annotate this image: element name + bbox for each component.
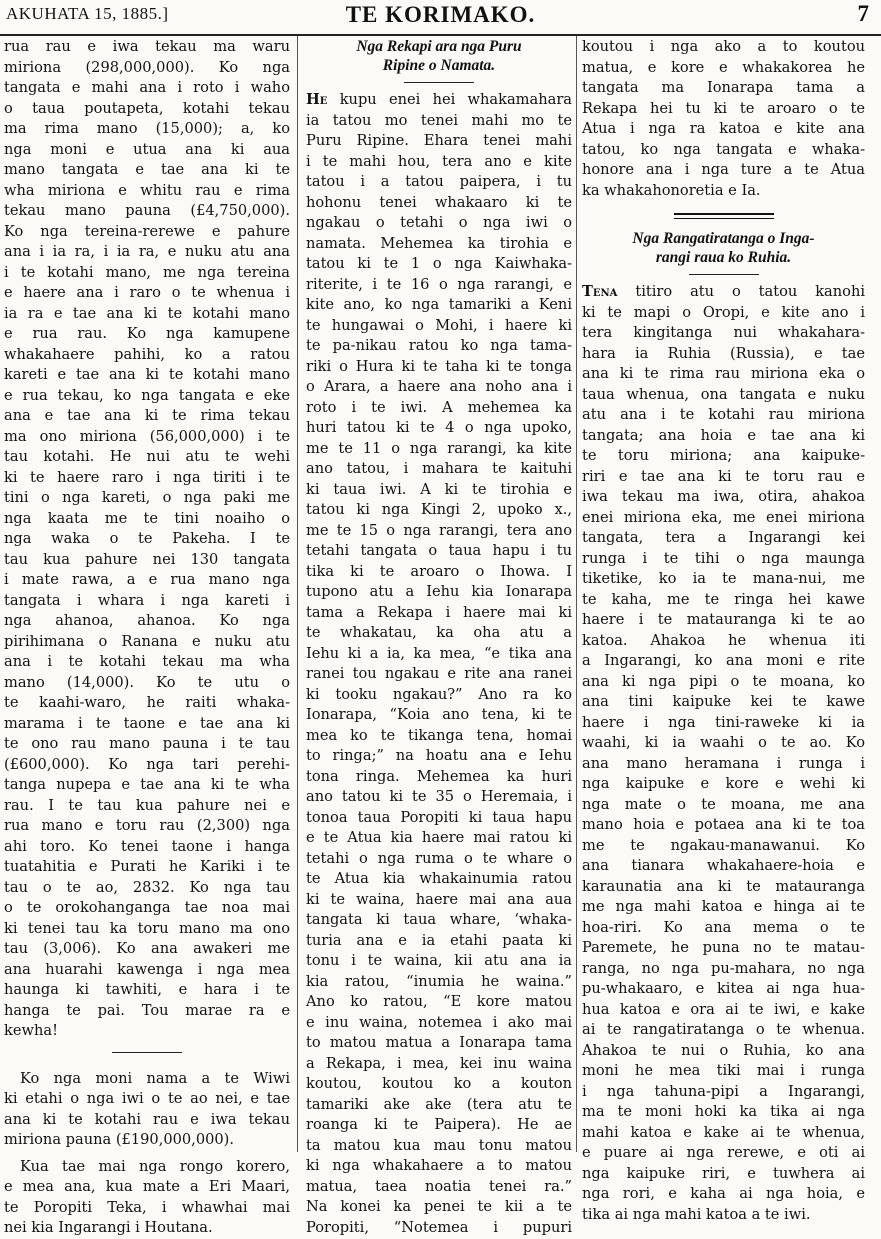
text-line: riterite, i te 16 o nga rarangi, e [306,275,572,293]
text-line: te kaahi-waro, he raiti whaka- [4,694,290,711]
text-line: tuatahitia e Purati he Kariki i te [4,858,290,875]
text-line: ai te rangatiratanga o te whenua. [582,1021,865,1038]
text-line: te whakatau, ka oha atu a [306,624,572,641]
text-line: Atua i nga ra katoa e kite ana [582,120,865,137]
text-line: e rua rau. Ko nga kamupene [4,325,290,342]
text-line: me te ngakau-manawanui. Ko [582,836,865,854]
text-line: matua, taea noatia tenei ra.” [306,1177,572,1195]
text-line: miriona (298,000,000). Ko nga [4,58,290,76]
text-line: ki taua iwi. A ki te tirohia e [306,480,572,498]
text-line: ngakau o tetahi o nga iwi o [306,214,572,231]
text-line: honore ana i nga ture a te Atua [582,161,865,178]
article-title-england-russia: Nga Rangatiratanga o Inga- rangi raua ko Ruhia. [632,230,815,266]
text-line: marama i te taone e tae ana ki [4,714,290,732]
text-line: me te 15 o nga rarangi, tera ano [306,521,572,539]
text-line: mano hoia e potaea ana ki te toa [582,816,865,833]
text-line: to ringa;” na hoatu ana e Iehu [306,747,572,764]
text-line: te Atua kia whakainumia ratou [306,870,572,887]
page-header [0,0,881,36]
text-line: ki tooku ngakau?” Ano ra ko [306,685,572,703]
text-line: ma ono miriona (56,000,000) i te [4,427,290,445]
text-line: nga ahanoa, ahanoa. Ko nga [4,612,290,629]
text-line: tonoa taua Poropiti ki taua hapu [306,808,572,826]
text-line: e haere ana i raro o te whenua i [4,284,290,301]
text-line: haere i nga tini-raweke ki ia [582,713,865,731]
article-first-line: Tena titiro atu o tatou kanohi [582,283,866,300]
text-line: Ano ko ratou, “E kore matou [306,993,572,1010]
text-line: tau (3,006). Ko ana awakeri me [4,940,290,957]
column-3 [582,37,866,1223]
text-line: o taua poutapeta, kotahi tekau [4,99,290,117]
text-line: taua whenua, ona tangata e nuku [582,385,865,403]
text-line: te toru miriona; ana kaipuke- [582,447,865,464]
text-line: hua katoa e ora ai te iwi, e kake [582,1000,865,1018]
text-line: tatou, ko nga tangata e whaka- [582,140,865,158]
article-england-russia-text [582,303,865,1226]
text-line: huri tatou ki te 4 o nga upoko, [306,419,572,436]
text-line: karaunatia ana ki te matauranga [582,877,865,895]
article-london-text [4,37,290,1042]
text-line: Ko nga moni nama a te Wiwi [20,1069,290,1087]
text-line: ranei tou ngakau e rite ana ranei [306,665,572,682]
separator-rule [689,274,759,275]
text-line: kia ratou, “inumia he waina.” [306,972,572,990]
text-line: ma rima mano (15,000); a, ko [4,120,290,137]
text-line: tika ki te aroaro o Ihowa. I [306,562,572,580]
text-line: ana tini kaipuke kei te kawe [582,693,865,710]
article-el-mahdi [4,1157,290,1239]
text-line: ana ki nga pipi o te moana, ko [582,672,865,690]
text-line: tangata, tera a Ingarangi kei [582,529,865,546]
text-line: waahi, ki ia waahi o te ao. Ko [582,734,865,751]
text-line: ka whakahonoretia e Ia. [582,181,761,199]
text-line: ana ki te rima rau miriona eka o [582,365,865,382]
text-line: iwa tekau ma iwa, otira, ahakoa [582,488,865,505]
text-line: rua rau e iwa tekau ma waru [4,38,290,55]
text-line: turia ana e ia etahi paata ki [306,931,572,949]
text-line: mea ko te tikanga tena, homai [306,726,572,744]
text-line: riki o Hura ki te taha ki te tonga [306,357,572,375]
text-line: Ahakoa te nui o Ruhia, ko ana [582,1041,865,1059]
text-line: e te Atua kia haere mai ratou ki [306,829,572,846]
text-line: Puru Ripine. Ehara tenei mahi [306,132,572,149]
text-line: tona ringa. Mehemea ka huri [306,767,572,785]
separator-rule-heavy [674,213,774,219]
text-line: ana i te kotahi tekau ma wha [4,653,290,670]
text-line: te kaha, me te ringa hei kawe [582,590,865,608]
text-line: i te kotahi mano, me nga tereina [4,263,290,281]
text-line: ki tenei tau ka toru mano ma ono [4,919,290,937]
text-line: enei miriona eka, me enei miriona [582,508,865,526]
text-line: e puare ai nga rerewe, e oti ai [582,1144,865,1161]
text-line: wha miriona e whitu rau e rima [4,181,290,199]
text-line: tini o nga kareti, o nga paki me [4,489,290,506]
text-line: tau kua pahure nei 130 tangata [4,550,290,568]
text-line: nga waka o te Pakeha. I te [4,530,290,547]
text-line: nga kaata me te tini noaiho o [4,509,290,527]
text-line: nga moni e utua ana ki aua [4,140,290,158]
text-line: ana huarahi kawenga i nga mea [4,960,290,978]
text-line: tama a Rekapa i haere mai ki [306,603,572,621]
text-line: hara ia Ruhia (Russia), e tae [582,344,865,362]
text-line: te hungawai o Mohi, i haere ki [306,316,572,334]
text-line: kareti e tae ana ki te kotahi mano [4,366,290,383]
text-line: roto i te iwi. A mehemea ka [306,398,572,416]
text-line: a Ingarangi, ko ana moni e rite [582,652,865,669]
text-line: e mea ana, kua mate a Eri Maari, [4,1178,290,1195]
text-line: runga i te tihi o nga maunga [582,549,865,567]
text-line: koutou, koutou ko a kouton [306,1075,572,1092]
text-line: koutou i nga ako a to koutou [582,38,865,55]
text-line: haunga ki tawhiti, e hara i te [4,981,290,998]
text-line: nga rori, e kaha ai nga hoia, e [582,1185,865,1202]
text-line: te pa-nikau ratou ko nga tama- [306,337,572,354]
text-line: tatou ki nga Kingi 2, upoko x., [306,501,572,518]
text-line: nga kaipuke e kore e wehi ki [582,775,865,792]
column-1 [4,37,290,1236]
text-line: tatou ki te 1 o nga Kaiwhaka- [306,255,572,272]
text-line: tekau mano pauna (£4,750,000). [4,202,290,219]
text-line: tika ai nga mahi katoa a te iwi. [582,1205,811,1223]
text-line: ki etahi o nga iwi o te ao nei, e tae [4,1090,290,1107]
text-line: (£600,000). Ko nga tari perehi- [4,755,290,773]
text-line: ia ra e tae ana ki te kotahi mano [4,304,290,322]
text-line: te ono rau mano pauna i te tau [4,735,290,752]
text-line: ki nga whakahaere a to matou [306,1157,572,1174]
text-line: ranga, no nga pu-mahara, no nga [582,959,865,977]
text-line: tangata i whara i nga kareti i [4,591,290,609]
text-line: e inu waina, notemea i ako mai [306,1013,572,1031]
text-line: te Poropiti Teka, i whawhai mai [4,1198,290,1216]
text-line: nga mate o te moana, me ana [582,795,865,813]
text-line: i te mahi hou, tera ano e kite [306,152,572,170]
text-line: Ko nga tereina-rerewe e pahure [4,222,290,240]
text-line: tau o te ao, 2832. Ko nga tau [4,878,290,896]
text-line: hanga te pai. Tou marae ra e [4,1001,290,1019]
text-line: ana e tae ana ki te rima tekau [4,407,290,424]
text-line: rau. I te tau kua pahure nei e [4,796,290,814]
text-line: tetahi o nga ruma o te whare o [306,849,572,867]
drop-cap: He [306,91,328,108]
text-line: o te orokohanganga tae noa mai [4,899,290,916]
text-line: to matou matua a Ionarapa tama [306,1034,572,1051]
text-line: kite ano, ko nga tamariki a Keni [306,296,572,313]
text-line: tangata e mahi ana i roto i waho [4,79,290,96]
text-line: kewha! [4,1022,58,1039]
text-line: mano tangata e tae ana ki te [4,161,290,178]
page-number: 7 [857,1,869,26]
separator-rule [404,82,474,83]
text-line: ta matou kua mau tonu matou [306,1136,572,1154]
text-line: ana tianara whakahaere-hoia e [582,857,865,874]
column-rule [297,36,298,1152]
text-line: hohonu tenei whakaaro ki te [306,193,572,211]
text-line: tanga nupepa e tae ana ki te wha [4,776,290,793]
text-line: ia tatou mo tenei mahi mo te [306,111,572,129]
text-line: moni he mea tiki mai i runga [582,1062,865,1079]
text-line: ma te moni hoki ka tika ai nga [582,1103,865,1120]
text-line: mano (14,000). Ko te utu o [4,673,290,691]
text-line: Na konei ka penei te kii a te [306,1198,572,1215]
text-line: ana i ia ra, i ia ra, e nuku atu ana [4,243,290,260]
text-line: katoa. Ahakoa he whenua iti [582,631,865,649]
text-line: tera kingitanga nui whakahara- [582,324,865,341]
text-line: whakahaere pahihi, ko a ratou [4,345,290,363]
text-line: tangata; ana hoia e tae ana ki [582,426,865,444]
newspaper-title: TE KORIMAKO. [345,2,536,27]
text-line: tupono atu a Iehu kia Ionarapa [306,583,572,600]
text-line: ano tatou ki te 35 o Heremaia, i [306,788,572,805]
text-line: nga kaipuke riri, e tuwhera ai [582,1164,865,1182]
separator-rule [112,1052,182,1053]
text-line: tau kotahi. He nui atu te wehi [4,448,290,465]
text-line: Rekapa hei tu ki te aroaro o te [582,99,865,117]
text-line: Ionarapa, “Koia ano tena, ki te [306,706,572,723]
text-line: ki te haere raro i nga tiriti i te [4,468,290,486]
text-line: namata. Mehemea ka tirohia e [306,234,572,252]
text-line: tonu i te waina, kii atu ana ia [306,952,572,969]
text-line: pirihimana o Ranana e nuku atu [4,632,290,650]
text-line: tatou i a tatou paipera, i tu [306,173,572,190]
column-rule [576,36,577,1152]
text-line: Poropiti, “Notemea i pupuri [306,1218,572,1236]
issue-date: AKUHATA 15, 1885.] [6,4,169,23]
text-line: miriona pauna (£190,000,000). [4,1131,235,1148]
article-title-rechabites: Nga Rekapi ara nga Puru Ripine o Namata. [356,38,522,74]
text-line: tamariki ake ake (tera atu te [306,1095,572,1113]
text-line: a Rekapa, i mea, kei inu waina [306,1054,572,1072]
text-line: o Arara, a haere ana noho ana i [306,378,572,395]
article-first-line: He kupu enei hei whakamahara [306,91,572,108]
text-line: me nga mahi katoa e hinga ai te [582,898,865,915]
text-line: Paremete, he puna no te matau- [582,939,865,956]
text-line: mahi katoa e kake ai te whenua, [582,1123,865,1141]
text-line: tangata ki taua whare, ‘whaka- [306,911,572,928]
text-line: tiketike, ko ia te mana-nui, me [582,570,865,587]
text-line: rua mano e toru rau (2,300) nga [4,817,290,834]
text-line: ki te mapi o Oropi, e kite ano i [582,303,865,321]
article-rechabites-continued [582,37,865,201]
text-line: Kua tae mai nga rongo korero, [20,1157,290,1175]
text-line: ahi toro. Ko tenei taone i hanga [4,837,290,855]
text-line: Iehu ki a ia, ka mea, “e tika ana [306,644,572,662]
text-line: ki te waina, haere mai ana aua [306,890,572,908]
text-line: nei kia Ingarangi i Houtana. [4,1219,213,1236]
article-french-debt [4,1069,290,1151]
text-line: i nga tahuna-pipi a Ingarangi, [582,1082,865,1100]
text-line: haere i te matauranga ki te ao [582,611,865,628]
text-line: tetahi tangata o taua hapu i tu [306,542,572,559]
text-line: me te 11 o nga rarangi, ka kite [306,439,572,457]
text-line: ana ki te kotahi rau e iwa tekau [4,1110,290,1128]
text-line: hoa-riri. Ko ana mema o te [582,918,865,936]
text-line: matua, e kore e whakakorea he [582,58,865,76]
text-line: riri e tae ana ki te toru rau e [582,467,865,485]
text-line: e rua tekau, ko nga tangata e eke [4,386,290,404]
text-line: i mate rawa, a e rua mano nga [4,571,290,588]
column-2 [306,37,572,1236]
text-line: ana mano heramana i runga i [582,754,865,772]
text-line: atu ana i te kotahi rau miriona [582,406,865,423]
text-line: tangata ma Ionarapa tama a [582,79,865,96]
drop-cap: Tena [582,283,618,300]
text-line: roanga ki te Paipera). He ae [306,1116,572,1133]
text-line: pu-whakaaro, e kitea ai nga hua- [582,980,865,997]
article-rechabites-text [306,111,572,1239]
text-line: ano tatou, i mahara te kaituhi [306,460,572,477]
